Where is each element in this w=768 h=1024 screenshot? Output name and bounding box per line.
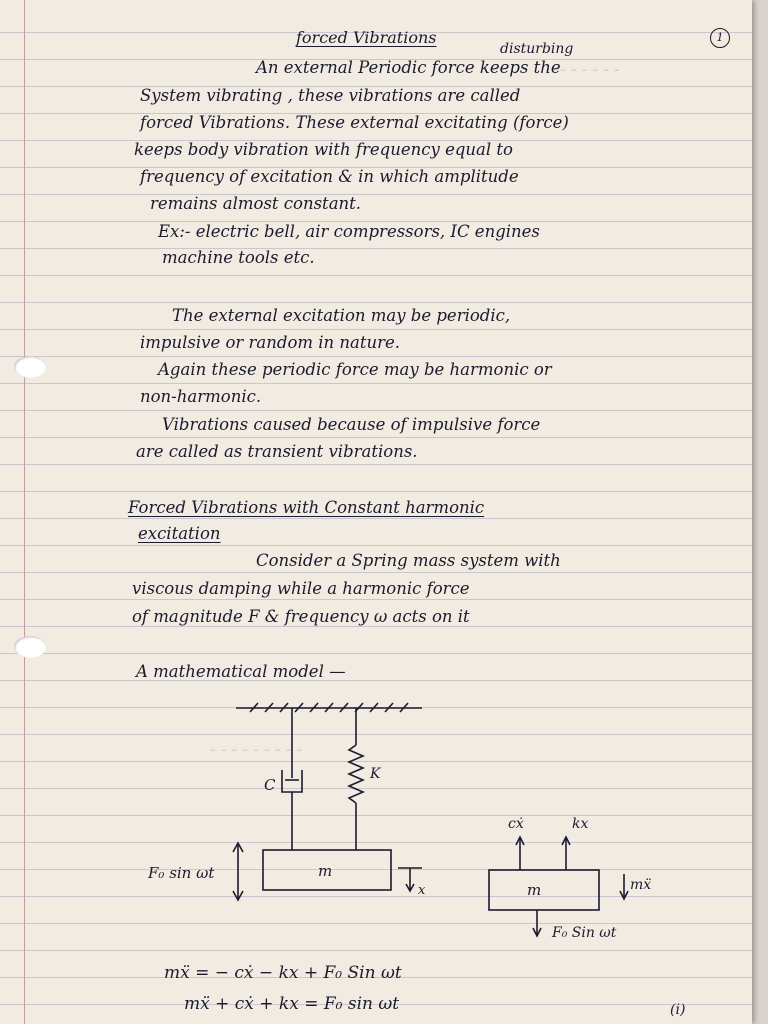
fbd-damping-label: cẋ [508,816,524,832]
intro-line-6: remains almost constant. [150,194,362,213]
example-line-2: machine tools etc. [162,248,315,267]
equation-reference: (i) [670,1002,686,1018]
force-label: F₀ sin ωt [148,864,215,882]
fbd-spring-label: kx [572,816,589,832]
section-heading: Forced Vibrations with Constant harmonic [128,498,485,517]
fbd-inertia-label: mẍ [630,877,652,893]
intro-line-5: frequency of excitation & in which amplitude [140,167,519,186]
fbd-spring-arrow [562,837,570,870]
excitation-line-3: Again these periodic force may be harmonic or [158,360,552,379]
model-label: A mathematical model — [136,662,346,681]
excitation-line-1: The external excitation may be periodic, [172,306,511,325]
page-title: forced Vibrations [296,28,437,47]
mass-label: m [318,862,333,880]
equation-1: mẍ = − cẋ − kx + F₀ Sin ωt [164,963,402,983]
excitation-line-2: impulsive or random in nature. [140,333,401,352]
fbd-force-arrow [533,910,541,936]
damper-label: C [264,776,276,794]
displacement-label: x [418,883,426,898]
section-line-1: Consider a Spring mass system with [256,551,561,570]
insert-word: disturbing [500,41,574,57]
section-heading-cont: excitation [138,524,221,543]
intro-line-4: keeps body vibration with frequency equal to [134,140,513,159]
excitation-line-4: non-harmonic. [140,387,262,406]
excitation-line-5: Vibrations caused because of impulsive force [162,415,541,434]
fbd-mass-label: m [527,881,542,899]
bleed-through-text: - - - - - - - - - [210,740,303,759]
bleed-through-text: - - - - - - [560,60,620,79]
fbd-mass-block [489,870,599,910]
damper [282,708,302,850]
intro-line-2: System vibrating , these vibrations are called [140,86,521,105]
fbd-damping-arrow [516,837,524,870]
intro-line-3: forced Vibrations. These external excitating (force) [140,113,569,132]
example-line-1: Ex:- electric bell, air compressors, IC engines [158,222,540,241]
equation-2: mẍ + cẋ + kx = F₀ sin ωt [184,994,400,1014]
section-line-3: of magnitude F & frequency ω acts on it [132,607,470,626]
spring-label: K [370,766,381,782]
excitation-line-6: are called as transient vibrations. [136,442,418,461]
intro-line-1: An external Periodic force keeps the [256,58,561,77]
spring [349,708,363,850]
page-number: 1 [710,28,730,48]
force-arrow [233,843,243,900]
fbd-force-label: F₀ Sin ωt [552,925,617,941]
section-line-2: viscous damping while a harmonic force [132,579,470,598]
fbd-inertia-arrow [620,874,628,899]
